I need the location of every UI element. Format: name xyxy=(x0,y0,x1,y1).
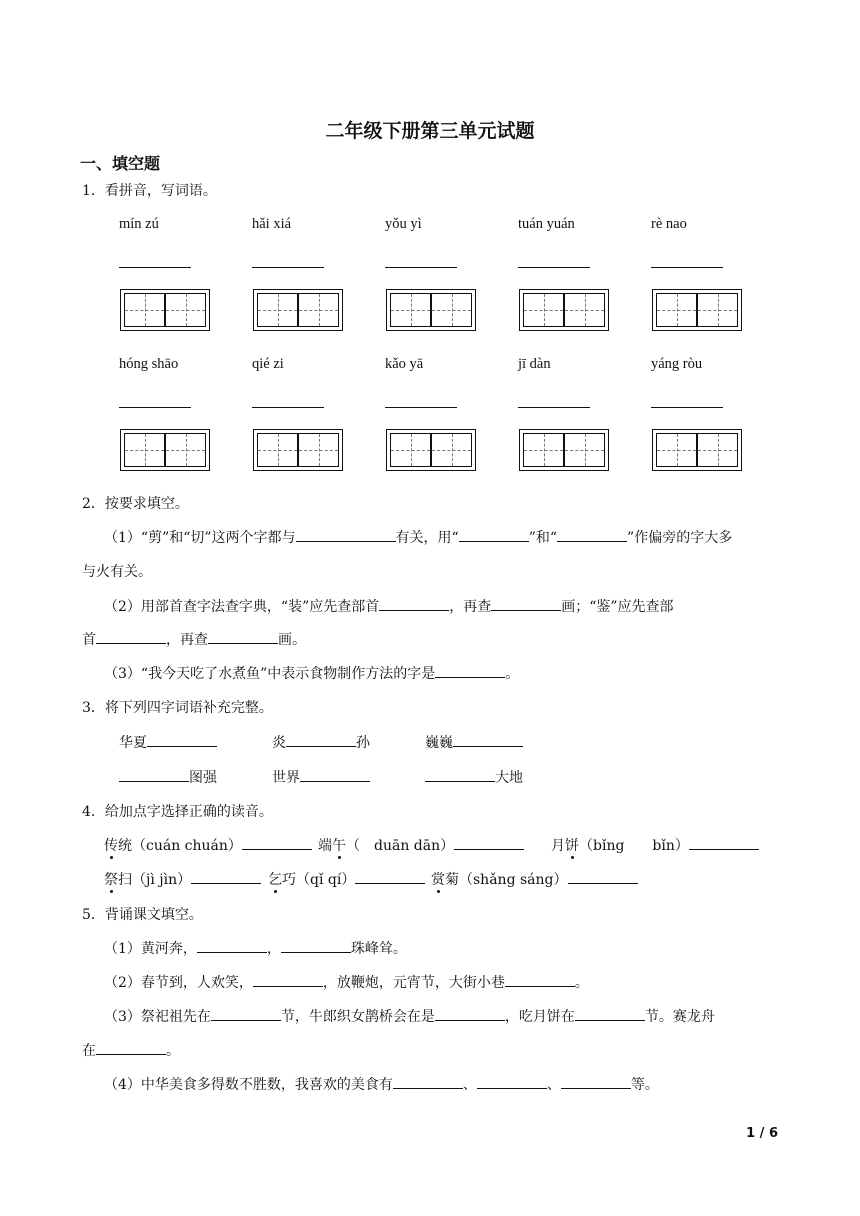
guide-line xyxy=(258,450,297,451)
writing-cell[interactable] xyxy=(564,433,605,467)
pinyin-label: qié zi xyxy=(252,356,284,372)
pinyin-label: yǒu yì xyxy=(385,216,422,232)
answer-blank[interactable] xyxy=(454,835,524,850)
answer-blank[interactable] xyxy=(96,1040,166,1055)
guide-line xyxy=(299,450,338,451)
answer-blank[interactable] xyxy=(568,869,638,884)
q4-item-b: 端午（ duān dān） xyxy=(318,835,524,855)
answer-blank[interactable] xyxy=(208,629,278,644)
answer-blank[interactable] xyxy=(505,972,575,987)
answer-blank[interactable] xyxy=(96,629,166,644)
writing-grid-box[interactable] xyxy=(253,289,343,331)
q2-p1-text-c: ”和“ xyxy=(528,530,558,546)
guide-line xyxy=(125,310,164,311)
q5-line3: （3）祭祀祖先在 节，牛郎织女鹊桥会在是 ，吃月饼在 节。赛龙舟 xyxy=(104,1006,715,1026)
section-heading: 一、填空题 xyxy=(80,154,161,173)
guide-line xyxy=(391,450,430,451)
pinyin-label: hǎi xiá xyxy=(252,216,292,232)
writing-cell[interactable] xyxy=(390,433,431,467)
q2-p2-text-c: 画；“鉴”应先查部 xyxy=(561,599,674,615)
writing-cell[interactable] xyxy=(124,433,165,467)
q2-p3-text-b: 。 xyxy=(505,666,520,682)
guide-line xyxy=(166,450,205,451)
q2-p2-text-a: （2）用部首查字法查字典，“装”应先查部首 xyxy=(104,599,380,615)
guide-line xyxy=(657,310,696,311)
writing-cell[interactable] xyxy=(523,293,564,327)
q2-line1-cont: 与火有关。 xyxy=(82,564,152,580)
answer-blank[interactable] xyxy=(557,527,627,542)
answer-blank[interactable] xyxy=(147,732,217,747)
q2-p3-text-a: （3）“我今天吃了水煮鱼”中表示食物制作方法的字是 xyxy=(104,666,436,682)
q2-p1-text-d: ”作偏旁的字大多 xyxy=(627,530,733,546)
answer-blank[interactable] xyxy=(575,1006,645,1021)
q4-item-f: 赏菊（shǎng sáng） xyxy=(431,869,638,889)
page-number: 1 / 6 xyxy=(746,1126,778,1141)
q2-line3 xyxy=(104,663,519,683)
answer-blank[interactable] xyxy=(253,972,323,987)
answer-blank[interactable] xyxy=(425,767,495,782)
writing-cell[interactable] xyxy=(697,293,738,327)
answer-blank[interactable] xyxy=(355,869,425,884)
guide-line xyxy=(524,310,563,311)
answer-blank[interactable] xyxy=(453,732,523,747)
writing-grid-box[interactable] xyxy=(386,429,476,471)
pinyin-label: tuán yuán xyxy=(518,216,575,232)
q5-line4: （4）中华美食多得数不胜数，我喜欢的美食有 、 、 等。 xyxy=(104,1074,659,1094)
q2-line2 xyxy=(104,596,674,616)
q2-line2-cont xyxy=(82,629,306,649)
guide-line xyxy=(565,310,604,311)
writing-cell[interactable] xyxy=(523,433,564,467)
writing-grid-box[interactable] xyxy=(652,289,742,331)
answer-blank[interactable] xyxy=(435,663,505,678)
writing-grid-box[interactable] xyxy=(386,289,476,331)
pinyin-label: hóng shāo xyxy=(119,356,179,372)
q2-p2-text-e: ，再查 xyxy=(166,632,208,648)
writing-grid-box[interactable] xyxy=(253,429,343,471)
answer-blank[interactable] xyxy=(435,1006,505,1021)
guide-line xyxy=(698,310,737,311)
answer-blank[interactable] xyxy=(242,835,312,850)
pinyin-label: rè nao xyxy=(651,216,687,232)
writing-cell[interactable] xyxy=(165,293,206,327)
answer-line[interactable] xyxy=(518,267,590,268)
q5-line3-cont: 在 。 xyxy=(82,1040,180,1060)
answer-line[interactable] xyxy=(119,267,191,268)
answer-blank[interactable] xyxy=(281,938,351,953)
writing-cell[interactable] xyxy=(390,293,431,327)
answer-blank[interactable] xyxy=(211,1006,281,1021)
answer-blank[interactable] xyxy=(477,1074,547,1089)
writing-grid-box[interactable] xyxy=(519,289,609,331)
answer-blank[interactable] xyxy=(300,767,370,782)
guide-line xyxy=(657,450,696,451)
writing-grid-box[interactable] xyxy=(120,429,210,471)
writing-cell[interactable] xyxy=(564,293,605,327)
q3-word-5: 世界 xyxy=(272,767,370,787)
page-title: 二年级下册第三单元试题 xyxy=(325,120,535,142)
q4-item-c: 月饼（bǐng bǐn） xyxy=(551,835,759,855)
q5-line1: （1）黄河奔， ， 珠峰耸。 xyxy=(104,938,407,958)
answer-line[interactable] xyxy=(385,267,457,268)
answer-blank[interactable] xyxy=(561,1074,631,1089)
pinyin-label: jī dàn xyxy=(518,356,551,372)
answer-line[interactable] xyxy=(252,267,324,268)
q2-line1 xyxy=(104,527,732,547)
q3-word-1: 华夏 xyxy=(119,732,217,752)
guide-line xyxy=(698,450,737,451)
pinyin-label: yáng ròu xyxy=(651,356,703,372)
writing-cell[interactable] xyxy=(257,293,298,327)
writing-cell[interactable] xyxy=(124,293,165,327)
answer-line[interactable] xyxy=(385,407,457,408)
writing-cell[interactable] xyxy=(298,293,339,327)
q2-p2-text-f: 画。 xyxy=(278,632,306,648)
question-4-stem: 4．给加点字选择正确的读音。 xyxy=(82,804,273,820)
pinyin-label: mín zú xyxy=(119,216,159,232)
writing-cell[interactable] xyxy=(165,433,206,467)
guide-line xyxy=(391,310,430,311)
answer-blank[interactable] xyxy=(459,527,529,542)
q4-item-e: 乞巧（qǐ qí） xyxy=(268,869,425,889)
question-3-stem: 3．将下列四字词语补充完整。 xyxy=(82,700,273,716)
writing-cell[interactable] xyxy=(697,433,738,467)
answer-blank[interactable] xyxy=(393,1074,463,1089)
question-1-stem: 1．看拼音，写词语。 xyxy=(82,183,217,199)
q2-p1-text-a: （1）“剪”和“切”这两个字都与 xyxy=(104,530,296,546)
q3-word-3: 巍巍 xyxy=(425,732,523,752)
q3-word-4: 图强 xyxy=(119,767,217,787)
writing-grid-box[interactable] xyxy=(120,289,210,331)
answer-blank[interactable] xyxy=(197,938,267,953)
answer-blank[interactable] xyxy=(286,732,356,747)
answer-blank[interactable] xyxy=(296,527,396,542)
answer-line[interactable] xyxy=(651,407,723,408)
answer-line[interactable] xyxy=(252,407,324,408)
q4-item-a: 传统（cuán chuán） xyxy=(104,835,312,855)
writing-cell[interactable] xyxy=(656,293,697,327)
q2-p1-text-b: 有关，用“ xyxy=(395,530,459,546)
guide-line xyxy=(432,310,471,311)
q4-item-d: 祭扫（jì jìn） xyxy=(104,869,261,889)
writing-cell[interactable] xyxy=(431,293,472,327)
answer-line[interactable] xyxy=(518,407,590,408)
guide-line xyxy=(565,450,604,451)
writing-cell[interactable] xyxy=(431,433,472,467)
writing-cell[interactable] xyxy=(257,433,298,467)
question-5-stem: 5．背诵课文填空。 xyxy=(82,907,203,923)
guide-line xyxy=(524,450,563,451)
answer-blank[interactable] xyxy=(491,596,561,611)
q5-line2: （2）春节到，人欢笑， ，放鞭炮，元宵节，大街小巷 。 xyxy=(104,972,589,992)
answer-blank[interactable] xyxy=(191,869,261,884)
q3-word-6: 大地 xyxy=(425,767,523,787)
pinyin-label: kǎo yā xyxy=(385,356,424,372)
writing-cell[interactable] xyxy=(656,433,697,467)
q3-word-2: 炎 孙 xyxy=(272,732,370,752)
q2-p2-text-d: 首 xyxy=(82,632,96,648)
guide-line xyxy=(166,310,205,311)
guide-line xyxy=(258,310,297,311)
question-2-stem: 2．按要求填空。 xyxy=(82,496,189,512)
writing-grid-box[interactable] xyxy=(519,429,609,471)
guide-line xyxy=(432,450,471,451)
answer-blank[interactable] xyxy=(379,596,449,611)
guide-line xyxy=(125,450,164,451)
answer-blank[interactable] xyxy=(689,835,759,850)
answer-line[interactable] xyxy=(651,267,723,268)
q2-p2-text-b: ，再查 xyxy=(449,599,492,615)
answer-line[interactable] xyxy=(119,407,191,408)
writing-cell[interactable] xyxy=(298,433,339,467)
writing-grid-box[interactable] xyxy=(652,429,742,471)
guide-line xyxy=(299,310,338,311)
answer-blank[interactable] xyxy=(119,767,189,782)
